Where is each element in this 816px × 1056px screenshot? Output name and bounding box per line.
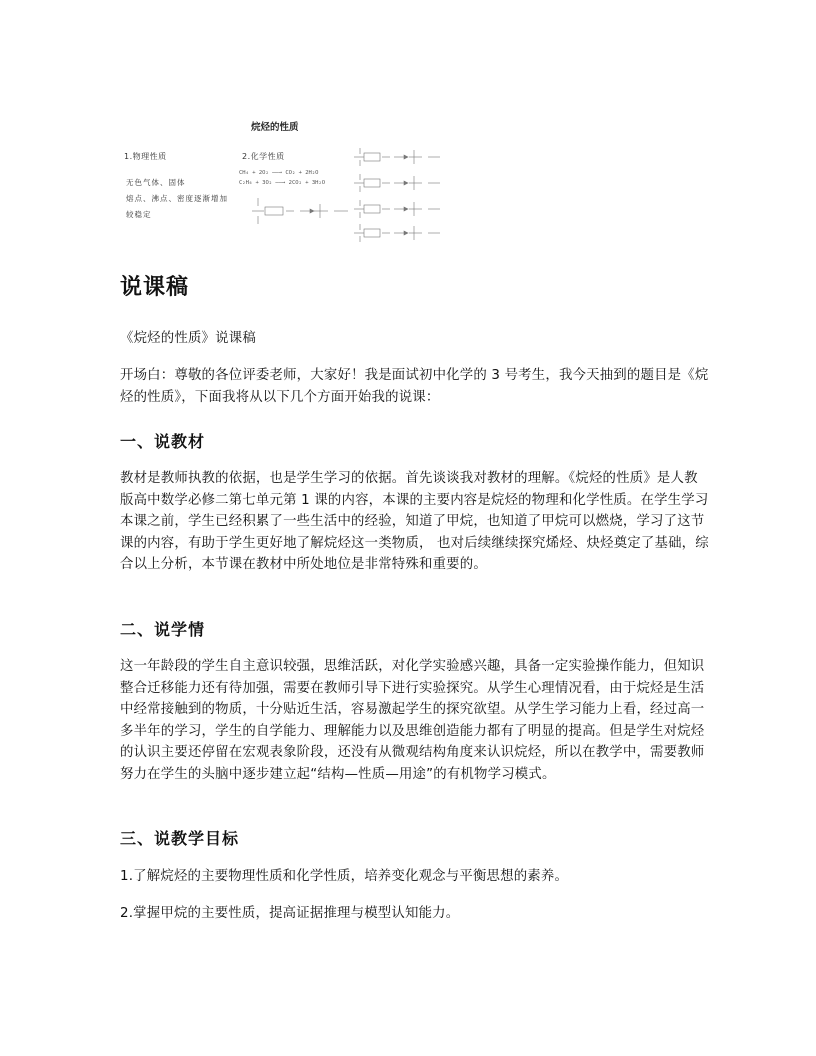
section-2-body: 这一年龄段的学生自主意识较强，思维活跃，对化学实验感兴趣，具备一定实验操作能力，但知识整合迁移能力还有待加强，需要在教师引导下进行实验探究。从学生心理情况看，由于烷烃是生活中经常接触到的物质，十分贴近生活，容易激起学生的探究欲望。从学生学习能力上看，经过高一多半年的学习，学生的自学能力、理解能力以及思维创造能力都有了明显的提高。但是学生对烷烃的认识主要还停留在宏观表象阶段，还没有从微观结构角度来认识烷烃，所以在教学中，需要教师努力在学生的头脑中逐步建立起“结构—性质—用途”的有机物学习模式。 [120,659,705,782]
document-subtitle: 《烷烃的性质》说课稿 [120,331,256,346]
combustion-equation-2: C₂H₆ + 3O₂ ──→ 2CO₂ + 3H₂O [239,180,326,186]
opening-paragraph: 开场白：尊敬的各位评委老师，大家好！我是面试初中化学的 3 号考生，我今天抽到的题目是《烷烃的性质》，下面我将从以下几个方面开始我的说课： [120,368,709,405]
combustion-equation-1: CH₄ + 2O₂ ──→ CO₂ + 2H₂O [239,170,319,176]
section-2-heading: 二、说学情 [120,620,206,639]
section-1-body: 教材是教师执教的依据，也是学生学习的依据。首先谈谈我对教材的理解。《烷烃的性质》是人教版高中数学必修二第七单元第 1 课的内容，本课的主要内容是烷烃的物理和化学性质。在学生学习本课之前，学生已经积累了一些生活中的经验，知道了甲烷，也知道了甲烷可以燃烧，学习了这节课的内容，有助于学生更好地了解烷烃这一类物质， 也对后续继续探究烯烃、炔烃奠定了基础，综合以上分析，本节课在教材中所处地位是非常特殊和重要的。 [120,471,709,573]
chlorination-steps-diagram [354,144,454,244]
board-design-figure [118,112,458,244]
teaching-goal-1: 1.了解烷烃的主要物理性质和化学性质，培养变化观念与平衡思想的素养。 [120,869,569,884]
chemical-properties-heading: 2.化学性质 [242,152,285,161]
section-3-heading: 三、说教学目标 [120,829,240,848]
teaching-goal-2: 2.掌握甲烷的主要性质，提高证据推理与模型认知能力。 [120,906,460,921]
section-1-heading: 一、说教材 [120,432,206,451]
physical-line-3: 较稳定 [126,210,152,219]
physical-properties-heading: 1.物理性质 [124,152,167,161]
substitution-reaction-diagram [248,192,358,232]
physical-line-2: 熔点、沸点、密度逐渐增加 [126,194,228,203]
physical-line-1: 无色气体、固体 [126,178,186,187]
document-title: 说课稿 [120,275,190,300]
board-title: 烷烃的性质 [251,122,299,133]
